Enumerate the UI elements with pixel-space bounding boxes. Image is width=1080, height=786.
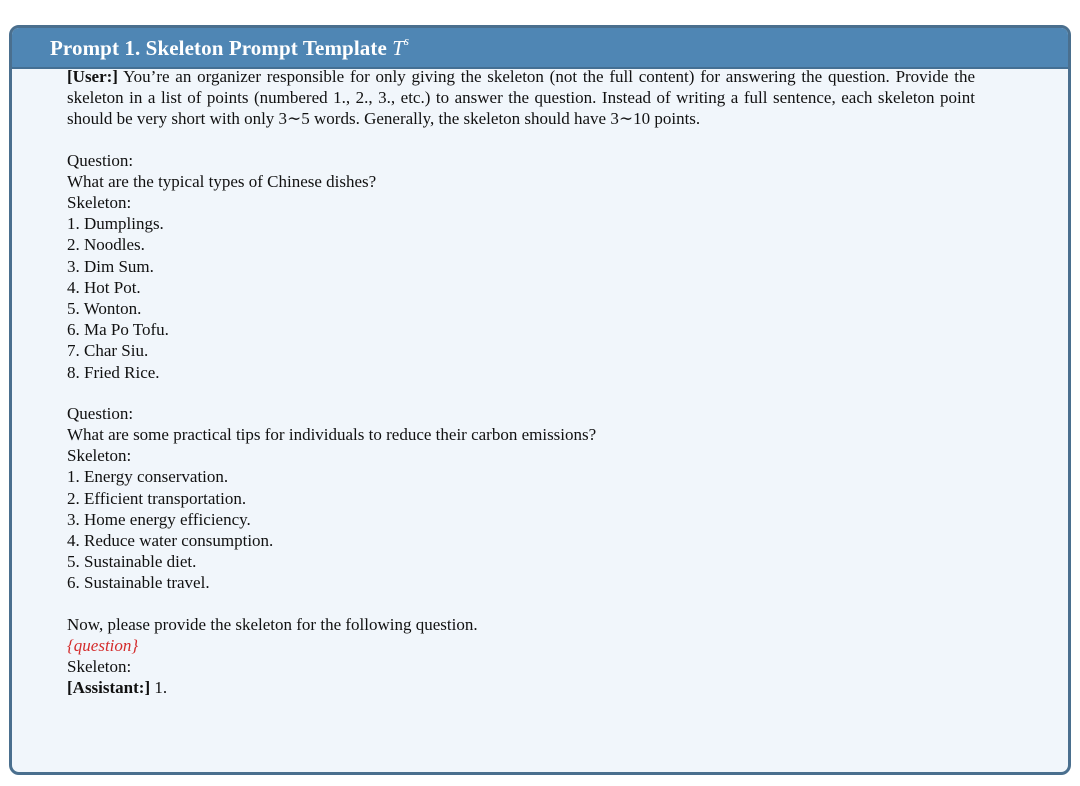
- final-instruction: Now, please provide the skeleton for the following question.: [67, 614, 478, 634]
- example2-point: 5. Sustainable diet.: [67, 552, 197, 572]
- example1-point: 7. Char Siu.: [67, 341, 149, 361]
- example1-question-label: Question:: [67, 150, 134, 170]
- example2-point: 4. Reduce water consumption.: [67, 531, 274, 551]
- assistant-text: 1.: [150, 678, 168, 698]
- example2-point: 1. Energy conservation.: [67, 467, 229, 487]
- example1-point: 6. Ma Po Tofu.: [67, 320, 169, 340]
- example2-point: 6. Sustainable travel.: [67, 573, 210, 593]
- prompt-title-math: $T^s$: [392, 32, 410, 60]
- example1-point: 3. Dim Sum.: [67, 256, 154, 276]
- example2-point: 2. Efficient transportation.: [67, 488, 247, 508]
- prompt-title-text: Prompt 1. Skeleton Prompt Template: [50, 35, 393, 60]
- example2-question-label: Question:: [67, 403, 134, 423]
- example1-point: 5. Wonton.: [67, 299, 142, 319]
- intro-paragraph: [67, 66, 975, 130]
- example1-point: 4. Hot Pot.: [67, 277, 141, 297]
- final-skeleton-label: Skeleton:: [67, 657, 132, 677]
- assistant-line: [67, 677, 975, 698]
- example2-question: What are some practical tips for individuals to reduce their carbon emissions?: [67, 425, 597, 445]
- example2-skeleton-label: Skeleton:: [67, 446, 132, 466]
- user-tag: [User:]: [67, 67, 118, 86]
- question-placeholder: {question}: [67, 635, 139, 655]
- intro-text: You’re an organizer responsible for only giving the skeleton (not the full content) for answering the question. Provide the skeleton in a list of points (numbered 1., 2., 3., etc.) to answer the question. Instead of writing a full sentence, each skeleton point should be very short with only 3∼5 words. Generally, the skeleton should have 3∼10 points.: [67, 67, 975, 129]
- example1-point: 8. Fried Rice.: [67, 362, 160, 382]
- example1-point: 1. Dumplings.: [67, 214, 164, 234]
- prompt-title: [50, 32, 410, 61]
- prompt-box-header: [12, 28, 1068, 69]
- assistant-tag: [Assistant:]: [67, 678, 151, 698]
- example1-skeleton-label: Skeleton:: [67, 193, 132, 213]
- example2-point: 3. Home energy efficiency.: [67, 509, 251, 529]
- example1-point: 2. Noodles.: [67, 235, 145, 255]
- example1-question: What are the typical types of Chinese dishes?: [67, 171, 377, 191]
- prompt-content: [67, 66, 975, 698]
